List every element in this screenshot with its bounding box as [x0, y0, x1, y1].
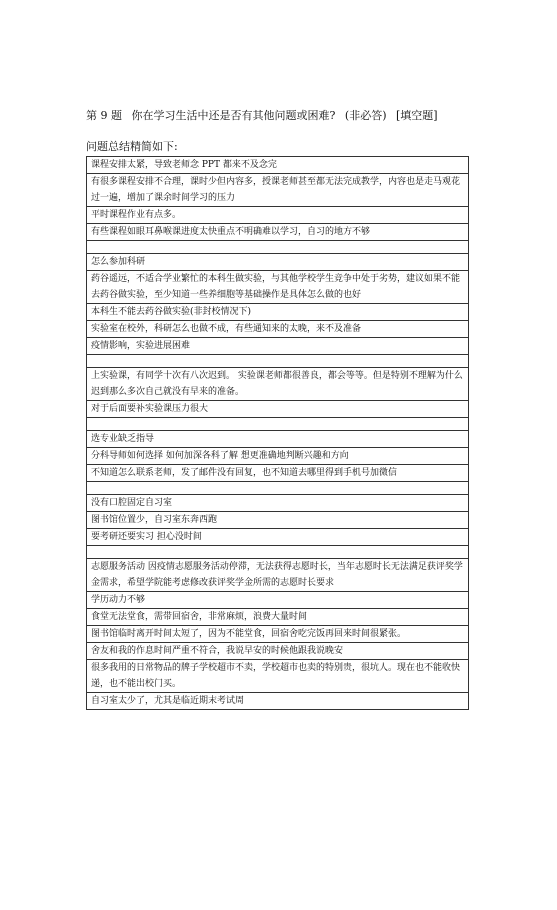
table-row	[87, 448, 469, 465]
table-row	[87, 338, 469, 355]
answer-cell: 志愿服务活动 因疫情志愿服务活动停滞，无法获得志愿时长，当年志愿时长无法满足获评奖学金需求，希望学院能考虑修改获评奖学金所需的志愿时长要求	[87, 559, 469, 592]
table-row	[87, 174, 469, 207]
table-row	[87, 321, 469, 338]
answer-cell: 没有口腔固定自习室	[87, 495, 469, 512]
answer-cell: 课程安排太紧，导致老师念 PPT 都来不及念完	[87, 157, 469, 174]
table-row	[87, 643, 469, 660]
table-row	[87, 207, 469, 224]
table-row	[87, 224, 469, 241]
answer-cell: 不知道怎么联系老师，发了邮件没有回复，也不知道去哪里得到手机号加微信	[87, 465, 469, 482]
table-row	[87, 368, 469, 401]
answer-cell: 图书馆临时离开时间太短了，因为不能堂食，回宿舍吃完饭再回来时间很紧张。	[87, 626, 469, 643]
answer-cell: 图书馆位置少，自习室东奔西跑	[87, 512, 469, 529]
question-optional-note: (非必答)	[344, 109, 387, 122]
table-row	[87, 431, 469, 448]
answer-cell: 舍友和我的作息时间严重不符合，我说早安的时候他跟我说晚安	[87, 643, 469, 660]
empty-answer-cell	[87, 355, 469, 368]
table-row	[87, 529, 469, 546]
answer-cell: 选专业缺乏指导	[87, 431, 469, 448]
answer-cell: 药谷遥远，不适合学业繁忙的本科生做实验，与其他学校学生竞争中处于劣势，建议如果不能去药谷做实验，至少知道一些养细胞等基础操作是具体怎么做的也好	[87, 271, 469, 304]
answer-cell: 平时课程作业有点多。	[87, 207, 469, 224]
table-row	[87, 418, 469, 431]
table-row	[87, 626, 469, 643]
table-row	[87, 157, 469, 174]
table-row	[87, 592, 469, 609]
table-row	[87, 559, 469, 592]
answer-cell: 分科导师如何选择 如何加深各科了解 想更准确地判断兴趣和方向	[87, 448, 469, 465]
summary-label: 问题总结精简如下:	[86, 140, 178, 153]
table-row	[87, 355, 469, 368]
empty-answer-cell	[87, 418, 469, 431]
answer-cell: 学历动力不够	[87, 592, 469, 609]
table-row	[87, 495, 469, 512]
question-number: 第 9 题	[86, 109, 122, 122]
table-row	[87, 304, 469, 321]
empty-answer-cell	[87, 482, 469, 495]
empty-answer-cell	[87, 546, 469, 559]
answer-cell: 上实验课，有同学十次有八次迟到。 实验课老师都很善良，都会等等。但是特别不理解为什么迟到那么多次自己就没有早来的准备。	[87, 368, 469, 401]
answer-cell: 怎么参加科研	[87, 254, 469, 271]
answer-cell: 本科生不能去药谷做实验(非封校情况下)	[87, 304, 469, 321]
answer-cell: 有很多课程安排不合理，课时少但内容多，授课老师甚至都无法完成教学，内容也是走马观花过一遍，增加了课余时间学习的压力	[87, 174, 469, 207]
answer-cell: 要考研还要实习 担心没时间	[87, 529, 469, 546]
table-row	[87, 401, 469, 418]
table-row	[87, 693, 469, 710]
empty-answer-cell	[87, 241, 469, 254]
answers-table	[86, 156, 469, 710]
table-row	[87, 241, 469, 254]
answer-cell: 实验室在校外，科研怎么也做不成，有些通知来的太晚，来不及准备	[87, 321, 469, 338]
table-row	[87, 512, 469, 529]
table-row	[87, 254, 469, 271]
table-row	[87, 660, 469, 693]
question-text: 你在学习生活中还是否有其他问题或困难?	[131, 109, 336, 122]
table-row	[87, 465, 469, 482]
answer-cell: 食堂无法堂食，需带回宿舍，非常麻烦，浪费大量时间	[87, 609, 469, 626]
answer-cell: 很多我用的日常物品的牌子学校超市不卖，学校超市也卖的特别贵，很坑人。现在也不能收快递，也不能出校门买。	[87, 660, 469, 693]
table-row	[87, 271, 469, 304]
answer-cell: 疫情影响，实验进展困难	[87, 338, 469, 355]
answer-cell: 对于后面要补实验课压力很大	[87, 401, 469, 418]
table-row	[87, 546, 469, 559]
question-type: [填空题]	[396, 109, 438, 122]
answer-cell: 自习室太少了，尤其是临近期末考试周	[87, 693, 469, 710]
answer-cell: 有些课程如眼耳鼻喉课进度太快重点不明确难以学习，自习的地方不够	[87, 224, 469, 241]
table-row	[87, 482, 469, 495]
table-row	[87, 609, 469, 626]
question-heading	[86, 108, 476, 123]
